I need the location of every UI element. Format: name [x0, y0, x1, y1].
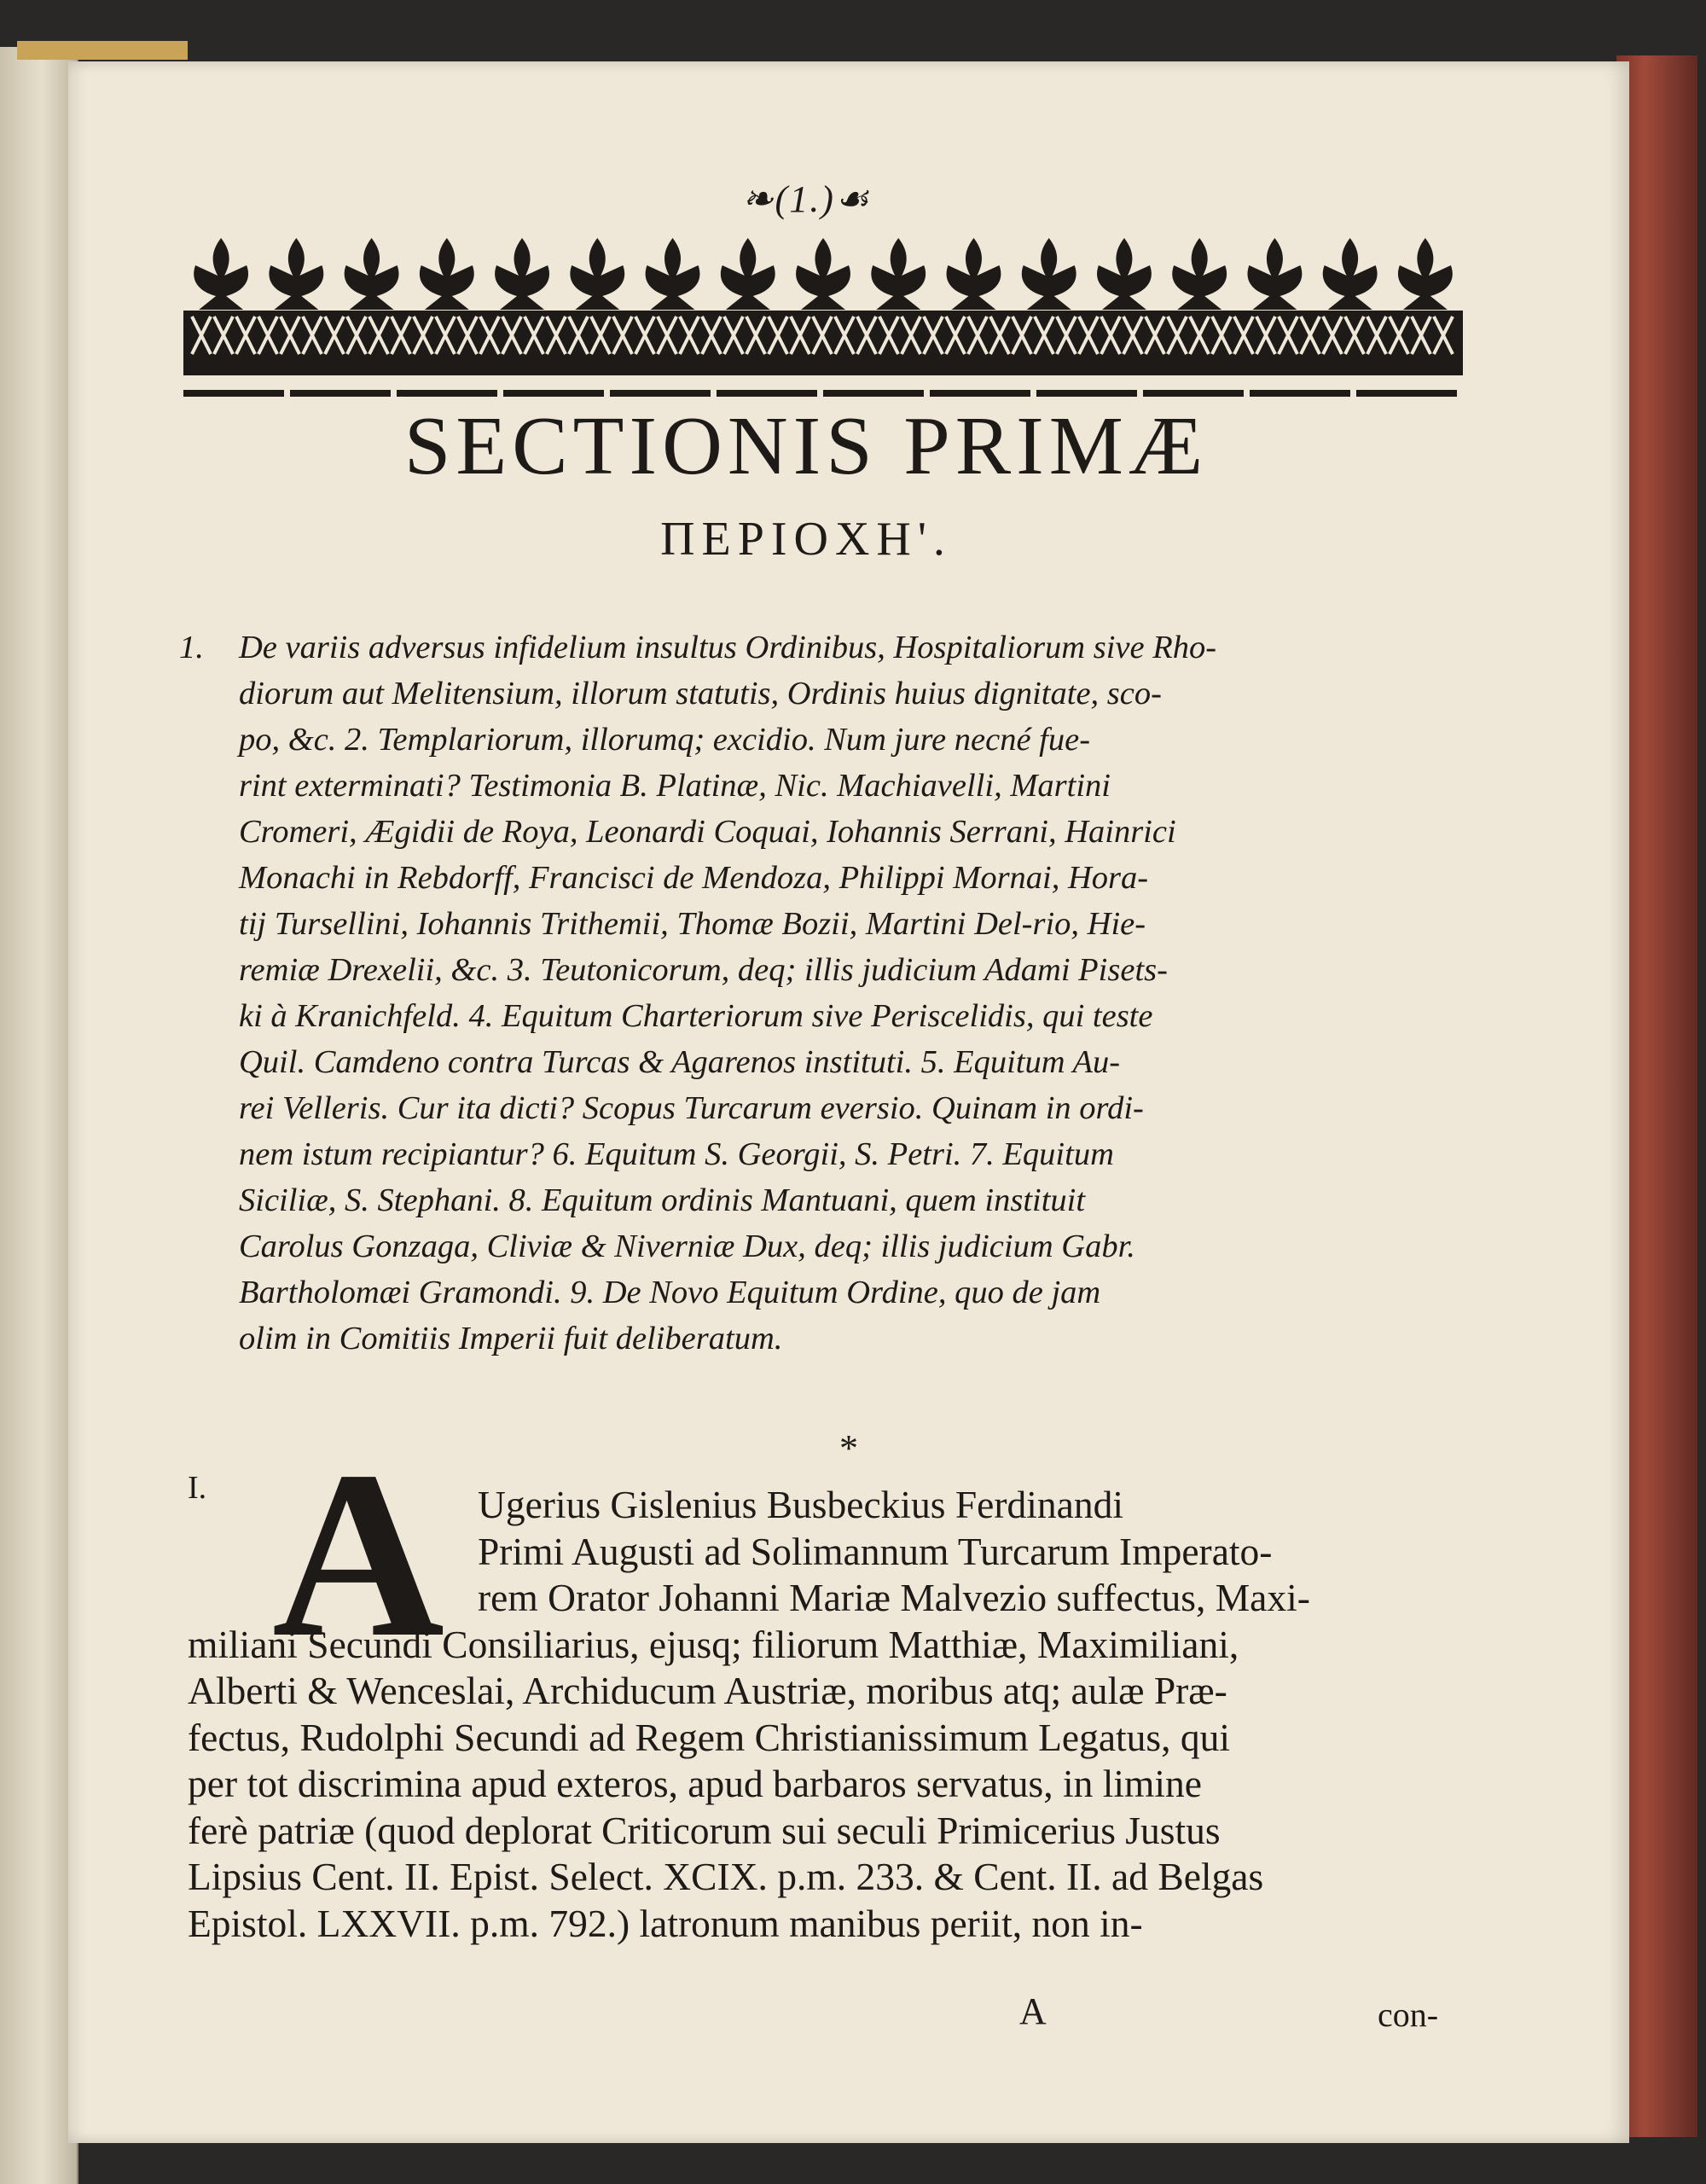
summary-line: De variis adversus infidelium insultus Ordinibus, Hospitaliorum sive Rho- [239, 630, 1217, 665]
summary-line: Bartholomæi Gramondi. 9. De Novo Equitum Ordine, quo de jam [239, 1275, 1101, 1310]
summary-line: Cromeri, Ægidii de Roya, Leonardi Coquai, Iohannis Serrani, Hainrici [239, 814, 1176, 850]
section-summary [179, 624, 1476, 1362]
page-number-ornament-left: ❧ [741, 178, 775, 220]
main-text-line: fectus, Rudolphi Secundi ad Regem Christianissimum Legatus, qui [188, 1715, 1231, 1759]
fleuron-ornament [1323, 238, 1378, 310]
fleuron-ornament [1398, 238, 1453, 310]
fleuron-ornament [1022, 238, 1076, 310]
section-title: SECTIONIS PRIMÆ [403, 400, 1209, 492]
fleuron-ornament [269, 238, 323, 310]
fleuron-ornament [570, 238, 624, 310]
catchword: con- [1378, 1995, 1439, 2034]
main-text-line: miliani Secundi Consiliarius, ejusq; filiorum Matthiæ, Maximiliani, [188, 1622, 1239, 1666]
summary-line: diorum aut Melitensium, illorum statutis, Ordinis huius dignitate, sco- [239, 676, 1162, 712]
signature-mark: A [1019, 1990, 1047, 2032]
summary-line: olim in Comitiis Imperii fuit deliberatum. [239, 1321, 783, 1356]
fleuron-ornament [646, 238, 700, 310]
fleuron-ornament [796, 238, 850, 310]
main-text-line: rem Orator Johanni Mariæ Malvezio suffectus, Maxi- [478, 1576, 1310, 1619]
summary-line: Monachi in Rebdorff, Francisci de Mendoza, Philippi Mornai, Hora- [239, 860, 1149, 896]
fleuron-ornament [1097, 238, 1152, 310]
page-number-text: (1.) [775, 178, 835, 220]
main-text-line: ferè patriæ (quod deplorat Criticorum sui seculi Primicerius Justus [188, 1808, 1221, 1852]
paragraph-number: I. [188, 1470, 207, 1506]
fleuron-ornament [420, 238, 474, 310]
separator-asterisk: * [839, 1427, 858, 1469]
main-text-line: Primi Augusti ad Solimannum Turcarum Imperato- [478, 1529, 1273, 1573]
main-text-line: Epistol. LXXVII. p.m. 792.) latronum manibus periit, non in- [188, 1901, 1143, 1945]
summary-line: Quil. Camdeno contra Turcas & Agarenos instituti. 5. Equitum Au- [239, 1044, 1121, 1080]
summary-line: remiæ Drexelii, &c. 3. Teutonicorum, deq; illis judicium Adami Pisets- [239, 952, 1168, 988]
summary-number: 1. [179, 630, 204, 665]
summary-line: rei Velleris. Cur ita dicti? Scopus Turcarum eversio. Quinam in ordi- [239, 1090, 1144, 1126]
summary-line: rint exterminati? Testimonia B. Platinæ, Nic. Machiavelli, Martini [239, 768, 1111, 804]
headpiece-ornament [183, 228, 1463, 407]
top-page-edge [17, 41, 188, 60]
main-text-line: Ugerius Gislenius Busbeckius Ferdinandi [478, 1483, 1123, 1526]
summary-line: Siciliæ, S. Stephani. 8. Equitum ordinis Mantuani, quem instituit [239, 1182, 1086, 1218]
page-number [695, 177, 917, 221]
fleuron-ornament [495, 238, 549, 310]
fleuron-ornament [1172, 238, 1227, 310]
main-text-line: Lipsius Cent. II. Epist. Select. XCIX. p.m. 233. & Cent. II. ad Belgas [188, 1855, 1264, 1898]
fleuron-ornament [345, 238, 399, 310]
greek-heading: ΠΕΡΙΟΧΗ'. [660, 513, 952, 566]
summary-text [239, 624, 1476, 1362]
summary-line: tij Tursellini, Iohannis Trithemii, Thomæ Bozii, Martini Del-rio, Hie- [239, 906, 1146, 942]
main-text-line: Alberti & Wenceslai, Archiducum Austriæ, moribus atq; aulæ Præ- [188, 1669, 1227, 1712]
summary-line: ki à Kranichfeld. 4. Equitum Charteriorum sive Periscelidis, qui teste [239, 998, 1153, 1034]
fleuron-ornament [947, 238, 1001, 310]
fleuron-ornament [194, 238, 248, 310]
main-text [188, 1482, 1467, 1947]
printed-sheet [68, 61, 1629, 2143]
fleuron-ornament [721, 238, 775, 310]
book-page [68, 61, 1629, 2143]
fleuron-ornament [871, 238, 926, 310]
summary-line: po, &c. 2. Templariorum, illorumq; excidio. Num jure necné fue- [239, 722, 1091, 758]
fleuron-ornament [1247, 238, 1302, 310]
summary-line: nem istum recipiantur? 6. Equitum S. Georgii, S. Petri. 7. Equitum [239, 1136, 1114, 1172]
main-text-line: per tot discrimina apud exteros, apud barbaros servatus, in limine [188, 1762, 1202, 1805]
drop-cap-letter: A [271, 1421, 445, 1687]
page-number-ornament-right: ☙ [834, 178, 871, 220]
summary-line: Carolus Gonzaga, Cliviæ & Niverniæ Dux, deq; illis judicium Gabr. [239, 1228, 1135, 1264]
left-page-edges [0, 47, 78, 2184]
